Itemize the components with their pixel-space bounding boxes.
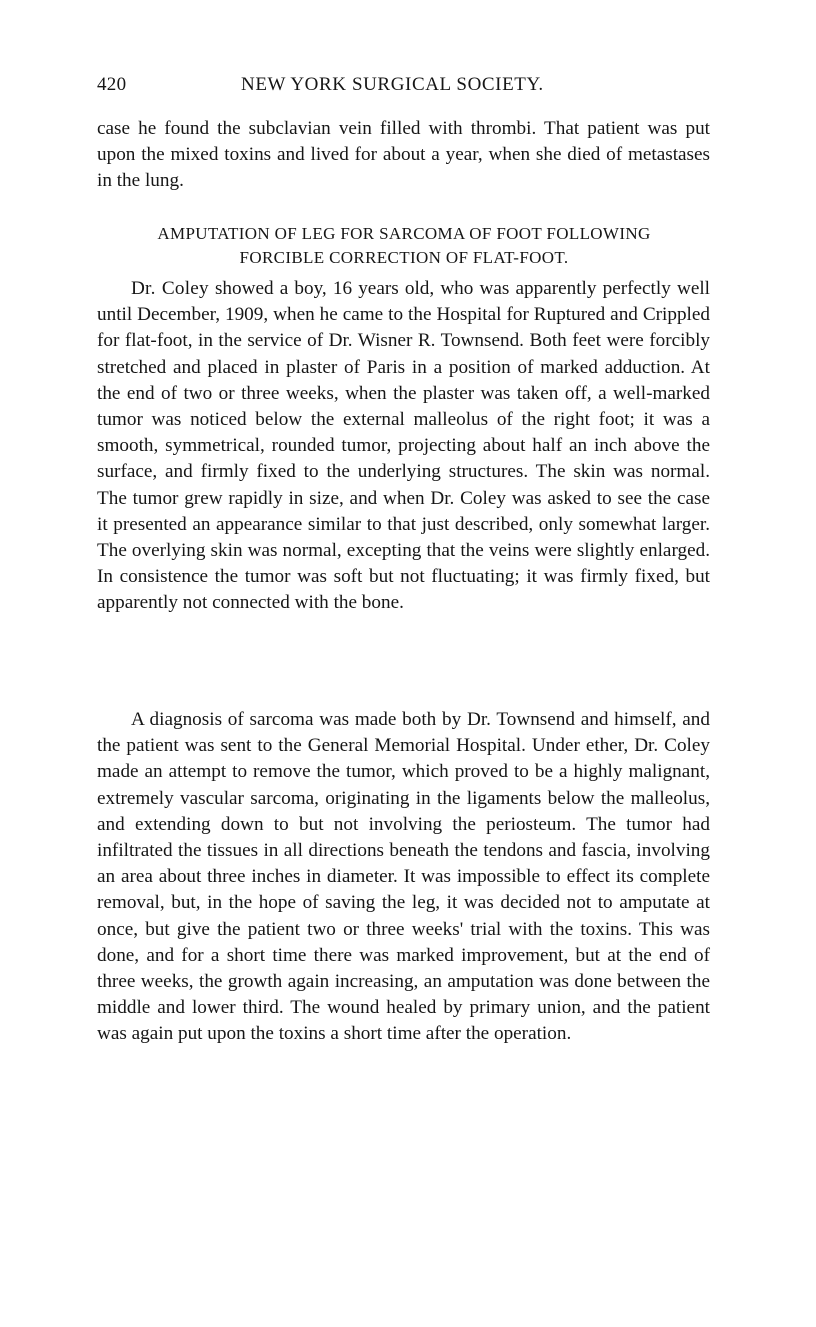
case-paragraph-1-block [97, 276, 710, 617]
case-paragraph-2: A diagnosis of sarcoma was made both by Dr. Townsend and himself, and the patient was sent to the General Memorial Hospital. Under ether, Dr. Coley made an attempt to remove the tumor, which proved to be a highly malignant, extremely vascular sarcoma, originating in the ligaments below the malleolus, and extending down to but not involving the periosteum. The tumor had infiltrated the tissues in all directions beneath the tendons and fascia, involving an area about three inches in diameter. It was impossible to effect its complete removal, but, in the hope of saving the leg, it was decided not to amputate at once, but give the patient two or three weeks' trial with the toxins. This was done, and for a short time there was marked improvement, but at the end of three weeks, the growth again increasing, an amputation was done between the middle and lower third. The wound healed by primary union, and the patient was again put upon the toxins a short time after the operation. [97, 709, 710, 1045]
intro-paragraph: case he found the subclavian vein filled with thrombi. That patient was put upon the mixed toxins and lived for about a year, when she died of metastases in the lung. [97, 118, 710, 192]
case-paragraph-1-text: showed a boy, 16 years old, who was apparently perfectly well until December, 1909, when he came to the Hospital for Ruptured and Crippled for flat-foot, in the service of Dr. Wisner R. Townsend. Both feet were forcibly stretched and placed in plaster of Paris in a position of marked adduction. At the end of two or three weeks, when the plaster was taken off, a well-marked tumor was noticed below the external malleolus of the right foot; it was a smooth, symmetrical, rounded tumor, projecting about half an inch above the surface, and firmly fixed to the underlying structures. The skin was normal. The tumor grew rapidly in size, and when Dr. Coley was asked to see the case it presented an appearance similar to that just described, only somewhat larger. The overlying skin was normal, excepting that the veins were slightly enlarged. In consistence the tumor was soft but not fluctuating; it was firmly fixed, but apparently not connected with the bone. [97, 278, 711, 614]
intro-paragraph-block [97, 116, 710, 195]
section-heading [94, 222, 714, 270]
section-heading-line-2: FORCIBLE CORRECTION OF FLAT-FOOT. [239, 248, 569, 267]
section-heading-line-1: AMPUTATION OF LEG FOR SARCOMA OF FOOT FOLLOWING [157, 224, 651, 243]
running-title: NEW YORK SURGICAL SOCIETY. [241, 74, 544, 95]
page-header [97, 74, 709, 102]
case-paragraph-1 [97, 276, 710, 617]
speaker-name: Dr. Coley [131, 278, 209, 299]
case-paragraph-2-block [97, 707, 710, 1048]
page-number: 420 [97, 74, 127, 95]
